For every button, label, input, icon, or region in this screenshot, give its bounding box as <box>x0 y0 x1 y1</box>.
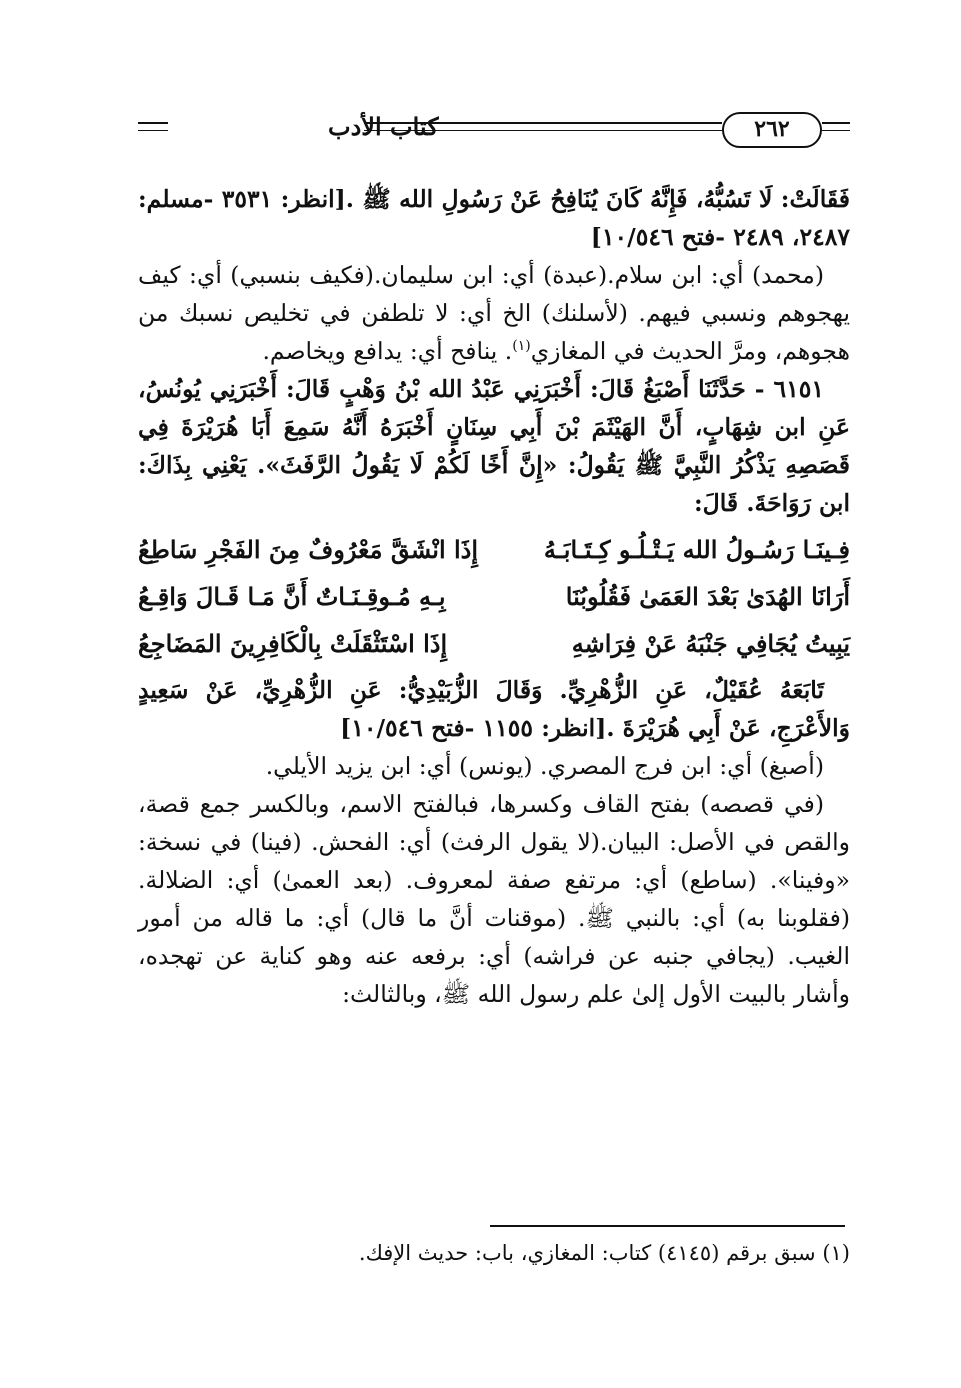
page-header <box>138 108 850 152</box>
page-number-badge: ٢٦٢ <box>722 112 822 148</box>
commentary-p5: (أصبغ) أي: ابن فرج المصري. (يونس) أي: ابن يزيد الأيلي. <box>265 752 824 780</box>
poem-hemistich-first: أَرَانَا الهُدَىٰ بَعْدَ العَمَىٰ فَقُلُوبُنَا <box>565 582 850 611</box>
book-title: كتاب الأدب <box>328 112 439 141</box>
hadith-text-p3: ٦١٥١ - حَدَّثَنَا أَصْبَغُ قَالَ: أَخْبَرَنِي عَبْدُ الله بْنُ وَهْبٍ قَالَ: أَخْبَرَنِي يُونُسُ، عَنِ ابن شِهَابٍ، أَنَّ الهَيْثَمَ بْنَ أَبِي سِنَانٍ أَخْبَرَهُ أَنَّهُ سَمِعَ أَبَا هُرَيْرَةَ فِي قَصَصِهِ يَذْكُرُ النَّبِيَّ ﷺ يَقُولُ: «إِنَّ أَخًا لَكُمْ لَا يَقُولُ الرَّفَثَ». يَعْنِي بِذَاكَ: ابن رَوَاحَةَ. قَالَ: <box>138 375 850 517</box>
poem-hemistich-first: يَبِيتُ يُجَافِي جَنْبَهُ عَنْ فِرَاشِهِ <box>571 629 850 658</box>
poem-hemistich-second: إِذَا انْشَقَّ مَعْرُوفٌ مِنَ الفَجْرِ سَاطِعُ <box>138 535 478 564</box>
poem-verse <box>138 573 850 620</box>
poem-hemistich-second: إِذَا اسْتَثْقَلَتْ بِالْكَافِرِينَ المَضَاجِعُ <box>138 629 448 658</box>
poem-hemistich-second: بِـهِ مُـوقِـنَـاتٌ أَنَّ مَـا قَـالَ وَاقِـعُ <box>138 582 446 611</box>
poem-hemistich-first: فِـينَـا رَسُـولُ الله يَـتْـلُـو كِـتَـابَـهُ <box>543 535 850 564</box>
footnote: (١) سبق برقم (٤١٤٥) كتاب: المغازي، باب: حديث الإفك. <box>358 1241 850 1265</box>
header-rule-left-bottom <box>138 130 168 131</box>
poem <box>138 526 850 667</box>
footnote-divider <box>490 1225 845 1227</box>
hadith-text-p1: فَقَالَتْ: لَا تَسُبُّهُ، فَإِنَّهُ كَانَ يُنَافِحُ عَنْ رَسُولِ الله ﷺ .[انظر: ٣٥٣١ -مسلم: ٢٤٨٧، ٢٤٨٩ -فتح ١٠/٥٤٦] <box>138 185 850 251</box>
poem-verse <box>138 526 850 573</box>
footnote-ref: (١) <box>512 338 531 355</box>
header-rule-mid-bottom <box>364 130 722 131</box>
page-body <box>138 180 850 1013</box>
header-rule-right-top <box>822 122 850 124</box>
header-rule-mid-top <box>364 122 722 124</box>
commentary-p6: (في قصصه) بفتح القاف وكسرها، فبالفتح الاسم، وبالكسر جمع قصة، والقص في الأصل: البيان.(لا يقول الرفث) أي: الفحش. (فينا) في نسخة: «وفينا». (ساطع) أي: مرتفع صفة لمعروف. (بعد العمىٰ) أي: الضلالة. (فقلوبنا به) أي: بالنبي ﷺ. (موقنات أنَّ ما قال) أي: ما قاله من أمور الغيب. (يجافي جنبه عن فراشه) أي: برفعه عنه وهو كناية عن تهجده، وأشار بالبيت الأول إلىٰ علم رسول الله ﷺ، وبالثالث: <box>138 790 850 1008</box>
header-rule-right-bottom <box>822 130 850 131</box>
commentary-p2-tail: . ينافح أي: يدافع ويخاصم. <box>262 337 513 365</box>
header-rule-left-top <box>138 122 168 124</box>
commentary-p2 <box>138 256 850 370</box>
hadith-text-p4: تَابَعَهُ عُقَيْلٌ، عَنِ الزُّهْرِيِّ. وَقَالَ الزُّبَيْدِيُّ: عَنِ الزُّهْرِيِّ، عَنْ سَعِيدٍ وَالأَعْرَجِ، عَنْ أَبِي هُرَيْرَةَ .[انظر: ١١٥٥ -فتح ١٠/٥٤٦] <box>138 676 850 742</box>
poem-verse <box>138 620 850 667</box>
commentary-p2-text: (محمد) أي: ابن سلام.(عبدة) أي: ابن سليمان.(فكيف بنسبي) أي: كيف يهجوهم ونسبي فيهم. (لأسلنك) الخ أي: لا تلطفن في تخليص نسبك من هجوهم، ومرَّ الحديث في المغازي <box>138 261 850 365</box>
